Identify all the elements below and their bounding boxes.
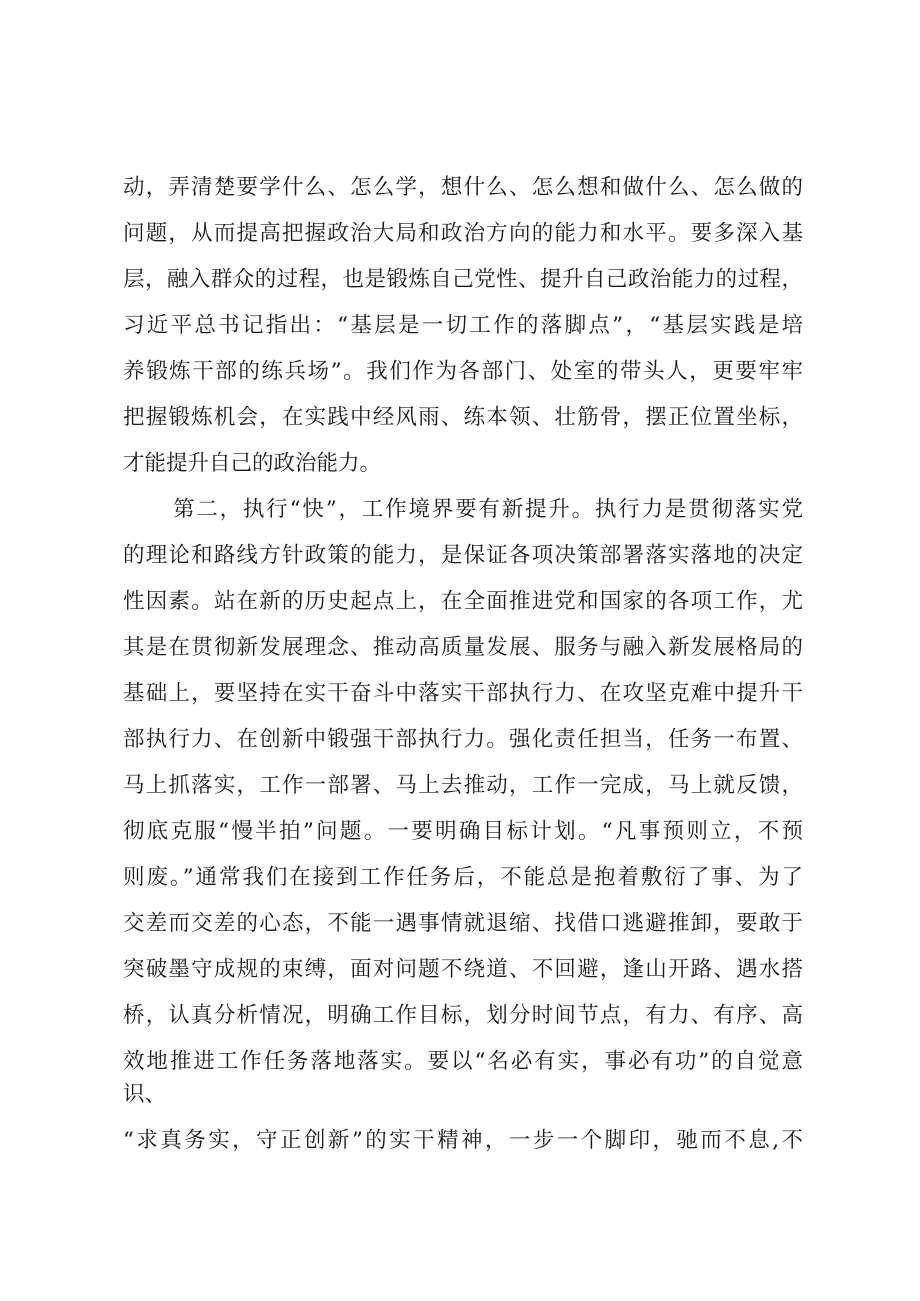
text-line: 识、 — [123, 1082, 167, 1107]
text-line: 交差而交差的心态，不能一遇事情就退缩、找借口逃避推卸，要敢于 — [123, 911, 803, 936]
text-line: 性因素。站在新的历史起点上，在全面推进党和国家的各项工作，尤 — [123, 589, 803, 614]
text-line: 则废。”通常我们在接到工作任务后，不能总是抱着敷衍了事、为了 — [123, 865, 803, 890]
text-line: 部执行力、在创新中锻强干部执行力。强化责任担当，任务一布置、 — [123, 727, 803, 752]
text-line: 层，融入群众的过程，也是锻炼自己党性、提升自己政治能力的过程， — [123, 267, 803, 292]
text-line: 效地推进工作任务落地落实。要以“名必有实，事必有功”的自觉意 — [123, 1049, 803, 1074]
paragraph-first-line: 第二，执行“快”，工作境界要有新提升。执行力是贯彻落实党 — [173, 497, 803, 522]
text-line: 习近平总书记指出：“基层是一切工作的落脚点”，“基层实践是培 — [123, 313, 803, 338]
text-line: 才能提升自己的政治能力。 — [123, 451, 382, 476]
text-line: 马上抓落实，工作一部署、马上去推动，工作一完成，马上就反馈， — [123, 773, 803, 798]
text-line: 基础上，要坚持在实干奋斗中落实干部执行力、在攻坚克难中提升干 — [123, 681, 803, 706]
text-line: 的理论和路线方针政策的能力，是保证各项决策部署落实落地的决定 — [123, 543, 803, 568]
text-line: 突破墨守成规的束缚，面对问题不绕道、不回避，逢山开路、遇水搭 — [123, 957, 803, 982]
text-line: “求真务实，守正创新”的实干精神，一步一个脚印，驰而不息,不 — [123, 1128, 803, 1153]
text-line: 把握锻炼机会，在实践中经风雨、练本领、壮筋骨，摆正位置坐标， — [123, 405, 803, 430]
text-line: 养锻炼干部的练兵场”。我们作为各部门、处室的带头人，更要牢牢 — [123, 359, 803, 384]
text-line: 桥，认真分析情况，明确工作目标，划分时间节点，有力、有序、高 — [123, 1003, 803, 1028]
text-line: 彻底克服“慢半拍”问题。一要明确目标计划。“凡事预则立，不预 — [123, 819, 803, 844]
text-line: 问题，从而提高把握政治大局和政治方向的能力和水平。要多深入基 — [123, 221, 803, 246]
text-line: 其是在贯彻新发展理念、推动高质量发展、服务与融入新发展格局的 — [123, 635, 803, 660]
text-line: 动，弄清楚要学什么、怎么学，想什么、怎么想和做什么、怎么做的 — [123, 175, 803, 200]
